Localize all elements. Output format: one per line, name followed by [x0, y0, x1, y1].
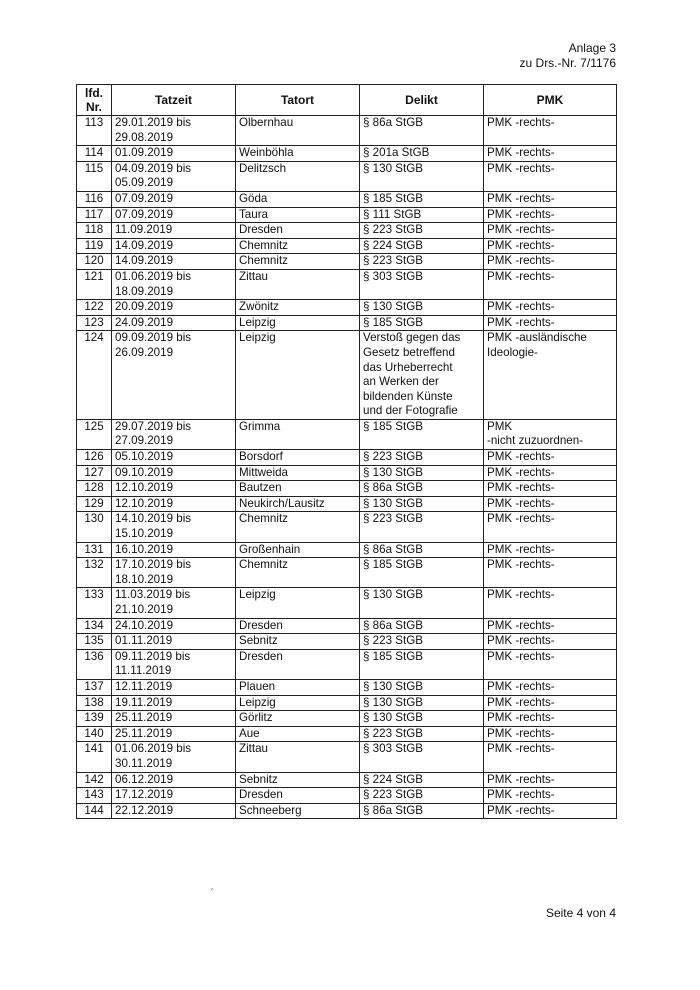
row-pmk: PMK -rechts-: [484, 772, 617, 788]
row-delikt: § 130 StGB: [360, 161, 484, 191]
row-tatzeit: 01.06.2019 bis 18.09.2019: [112, 269, 236, 299]
row-pmk: PMK -rechts-: [484, 742, 617, 772]
row-number: 113: [77, 116, 112, 146]
table-row: [77, 315, 617, 331]
row-delikt: § 130 StGB: [360, 679, 484, 695]
row-tatort: Sebnitz: [236, 634, 360, 650]
table-row: [77, 618, 617, 634]
row-pmk: PMK -rechts-: [484, 450, 617, 466]
row-tatzeit: 01.06.2019 bis 30.11.2019: [112, 742, 236, 772]
row-pmk: PMK -rechts-: [484, 223, 617, 239]
row-tatort: Großenhain: [236, 542, 360, 558]
row-pmk: PMK -rechts-: [484, 803, 617, 819]
table-row: [77, 254, 617, 270]
document-number: zu Drs.-Nr. 7/1176: [519, 56, 616, 70]
row-tatort: Aue: [236, 726, 360, 742]
table-row: [77, 634, 617, 650]
row-pmk: PMK -rechts-: [484, 300, 617, 316]
row-tatzeit: 12.10.2019: [112, 481, 236, 497]
row-delikt: § 303 StGB: [360, 269, 484, 299]
row-tatort: Leipzig: [236, 695, 360, 711]
row-pmk: PMK -rechts-: [484, 207, 617, 223]
row-tatzeit: 07.09.2019: [112, 207, 236, 223]
table-row: [77, 588, 617, 618]
row-pmk: PMK -rechts-: [484, 512, 617, 542]
row-tatzeit: 01.11.2019: [112, 634, 236, 650]
row-number: 124: [77, 331, 112, 420]
row-tatzeit: 19.11.2019: [112, 695, 236, 711]
row-number: 132: [77, 558, 112, 588]
row-delikt: § 223 StGB: [360, 254, 484, 270]
row-tatort: Dresden: [236, 788, 360, 804]
row-tatort: Schneeberg: [236, 803, 360, 819]
table-row: [77, 191, 617, 207]
row-number: 123: [77, 315, 112, 331]
row-pmk: PMK -nicht zuzuordnen-: [484, 419, 617, 449]
row-pmk: PMK -rechts-: [484, 161, 617, 191]
row-tatzeit: 14.10.2019 bis 15.10.2019: [112, 512, 236, 542]
col-header-nr: lfd. Nr.: [77, 85, 112, 116]
row-delikt: § 223 StGB: [360, 634, 484, 650]
row-tatzeit: 09.10.2019: [112, 465, 236, 481]
row-delikt: Verstoß gegen das Gesetz betreffend das Urheberrecht an Werken der bildenden Künste und der Fotografie: [360, 331, 484, 420]
row-pmk: PMK -rechts-: [484, 695, 617, 711]
row-delikt: § 86a StGB: [360, 542, 484, 558]
row-tatort: Grimma: [236, 419, 360, 449]
row-pmk: PMK -rechts-: [484, 726, 617, 742]
row-delikt: § 86a StGB: [360, 481, 484, 497]
row-tatort: Chemnitz: [236, 238, 360, 254]
row-number: 131: [77, 542, 112, 558]
row-pmk: PMK -rechts-: [484, 254, 617, 270]
table-row: [77, 695, 617, 711]
row-number: 118: [77, 223, 112, 239]
row-tatort: Neukirch/Lausitz: [236, 496, 360, 512]
row-delikt: § 223 StGB: [360, 223, 484, 239]
row-tatort: Leipzig: [236, 315, 360, 331]
row-pmk: PMK -rechts-: [484, 711, 617, 727]
row-tatort: Delitzsch: [236, 161, 360, 191]
row-delikt: § 130 StGB: [360, 496, 484, 512]
page-number: Seite 4 von 4: [545, 906, 616, 920]
row-number: 119: [77, 238, 112, 254]
row-pmk: PMK -rechts-: [484, 238, 617, 254]
table-row: [77, 450, 617, 466]
row-number: 135: [77, 634, 112, 650]
table-row: [77, 207, 617, 223]
row-tatzeit: 07.09.2019: [112, 191, 236, 207]
row-pmk: PMK -rechts-: [484, 649, 617, 679]
row-tatort: Dresden: [236, 223, 360, 239]
row-number: 128: [77, 481, 112, 497]
table-row: [77, 481, 617, 497]
row-tatzeit: 24.09.2019: [112, 315, 236, 331]
row-number: 127: [77, 465, 112, 481]
row-tatzeit: 14.09.2019: [112, 254, 236, 270]
row-number: 130: [77, 512, 112, 542]
incident-table: [76, 84, 617, 819]
row-tatzeit: 20.09.2019: [112, 300, 236, 316]
row-tatort: Borsdorf: [236, 450, 360, 466]
row-delikt: § 185 StGB: [360, 649, 484, 679]
row-number: 129: [77, 496, 112, 512]
row-delikt: § 223 StGB: [360, 788, 484, 804]
row-pmk: PMK -rechts-: [484, 634, 617, 650]
row-tatzeit: 25.11.2019: [112, 726, 236, 742]
row-tatort: Chemnitz: [236, 254, 360, 270]
row-tatzeit: 04.09.2019 bis 05.09.2019: [112, 161, 236, 191]
row-tatort: Zittau: [236, 742, 360, 772]
row-delikt: § 185 StGB: [360, 191, 484, 207]
row-pmk: PMK -rechts-: [484, 788, 617, 804]
row-delikt: § 130 StGB: [360, 695, 484, 711]
row-tatzeit: 01.09.2019: [112, 146, 236, 162]
row-pmk: PMK -rechts-: [484, 315, 617, 331]
row-tatzeit: 09.11.2019 bis 11.11.2019: [112, 649, 236, 679]
row-number: 140: [77, 726, 112, 742]
col-header-tatort: Tatort: [236, 85, 360, 116]
table-row: [77, 419, 617, 449]
row-number: 125: [77, 419, 112, 449]
row-tatzeit: 17.12.2019: [112, 788, 236, 804]
row-tatort: Leipzig: [236, 331, 360, 420]
table-row: [77, 331, 617, 420]
row-delikt: § 130 StGB: [360, 300, 484, 316]
row-tatort: Bautzen: [236, 481, 360, 497]
row-tatort: Sebnitz: [236, 772, 360, 788]
row-delikt: § 86a StGB: [360, 116, 484, 146]
header-row: [77, 85, 617, 116]
row-tatort: Zittau: [236, 269, 360, 299]
row-number: 117: [77, 207, 112, 223]
table-row: [77, 711, 617, 727]
row-delikt: § 111 StGB: [360, 207, 484, 223]
row-tatzeit: 25.11.2019: [112, 711, 236, 727]
table-row: [77, 679, 617, 695]
row-number: 133: [77, 588, 112, 618]
row-number: 116: [77, 191, 112, 207]
row-tatort: Göda: [236, 191, 360, 207]
row-delikt: § 130 StGB: [360, 465, 484, 481]
row-tatort: Görlitz: [236, 711, 360, 727]
row-pmk: PMK -rechts-: [484, 465, 617, 481]
table-row: [77, 772, 617, 788]
row-number: 139: [77, 711, 112, 727]
row-pmk: PMK -rechts-: [484, 588, 617, 618]
row-tatort: Leipzig: [236, 588, 360, 618]
col-header-tatzeit: Tatzeit: [112, 85, 236, 116]
row-pmk: PMK -rechts-: [484, 269, 617, 299]
row-tatort: Olbernhau: [236, 116, 360, 146]
row-delikt: § 223 StGB: [360, 726, 484, 742]
row-tatort: Zwönitz: [236, 300, 360, 316]
row-pmk: PMK -rechts-: [484, 542, 617, 558]
row-tatzeit: 24.10.2019: [112, 618, 236, 634]
row-number: 137: [77, 679, 112, 695]
table-row: [77, 558, 617, 588]
table-row: [77, 742, 617, 772]
row-tatort: Plauen: [236, 679, 360, 695]
row-delikt: § 185 StGB: [360, 419, 484, 449]
row-tatzeit: 22.12.2019: [112, 803, 236, 819]
table-row: [77, 161, 617, 191]
row-number: 142: [77, 772, 112, 788]
row-delikt: § 224 StGB: [360, 238, 484, 254]
row-tatort: Taura: [236, 207, 360, 223]
row-pmk: PMK -rechts-: [484, 496, 617, 512]
row-tatzeit: 06.12.2019: [112, 772, 236, 788]
row-tatzeit: 29.01.2019 bis 29.08.2019: [112, 116, 236, 146]
col-header-pmk: PMK: [484, 85, 617, 116]
row-tatort: Weinböhla: [236, 146, 360, 162]
table-row: [77, 465, 617, 481]
table-row: [77, 803, 617, 819]
table-row: [77, 788, 617, 804]
table-body: [77, 116, 617, 819]
row-number: 143: [77, 788, 112, 804]
row-delikt: § 303 StGB: [360, 742, 484, 772]
row-tatzeit: 12.11.2019: [112, 679, 236, 695]
row-pmk: PMK -rechts-: [484, 679, 617, 695]
row-tatzeit: 14.09.2019: [112, 238, 236, 254]
table-row: [77, 496, 617, 512]
row-delikt: § 130 StGB: [360, 588, 484, 618]
table-row: [77, 300, 617, 316]
row-tatzeit: 16.10.2019: [112, 542, 236, 558]
table-row: [77, 269, 617, 299]
row-tatzeit: 05.10.2019: [112, 450, 236, 466]
row-pmk: PMK -rechts-: [484, 558, 617, 588]
row-number: 114: [77, 146, 112, 162]
row-tatzeit: 29.07.2019 bis 27.09.2019: [112, 419, 236, 449]
row-number: 144: [77, 803, 112, 819]
table-row: [77, 238, 617, 254]
row-delikt: § 185 StGB: [360, 315, 484, 331]
scan-mark: ˏ: [210, 880, 214, 891]
row-tatort: Dresden: [236, 649, 360, 679]
row-number: 134: [77, 618, 112, 634]
table-row: [77, 116, 617, 146]
row-delikt: § 201a StGB: [360, 146, 484, 162]
row-tatzeit: 17.10.2019 bis 18.10.2019: [112, 558, 236, 588]
row-delikt: § 86a StGB: [360, 803, 484, 819]
table-header: [77, 85, 617, 116]
row-number: 141: [77, 742, 112, 772]
table-row: [77, 223, 617, 239]
table-row: [77, 542, 617, 558]
row-delikt: § 223 StGB: [360, 512, 484, 542]
row-number: 136: [77, 649, 112, 679]
col-header-delikt: Delikt: [360, 85, 484, 116]
row-pmk: PMK -ausländische Ideologie-: [484, 331, 617, 420]
row-pmk: PMK -rechts-: [484, 191, 617, 207]
table-row: [77, 649, 617, 679]
row-number: 120: [77, 254, 112, 270]
table-row: [77, 726, 617, 742]
row-number: 122: [77, 300, 112, 316]
row-delikt: § 130 StGB: [360, 711, 484, 727]
row-tatort: Chemnitz: [236, 558, 360, 588]
row-delikt: § 224 StGB: [360, 772, 484, 788]
row-delikt: § 86a StGB: [360, 618, 484, 634]
table-row: [77, 512, 617, 542]
row-tatzeit: 11.09.2019: [112, 223, 236, 239]
row-tatzeit: 11.03.2019 bis 21.10.2019: [112, 588, 236, 618]
row-tatzeit: 09.09.2019 bis 26.09.2019: [112, 331, 236, 420]
row-delikt: § 223 StGB: [360, 450, 484, 466]
row-pmk: PMK -rechts-: [484, 618, 617, 634]
row-number: 121: [77, 269, 112, 299]
row-pmk: PMK -rechts-: [484, 116, 617, 146]
annex-label: Anlage 3: [568, 41, 616, 55]
row-tatort: Chemnitz: [236, 512, 360, 542]
row-number: 138: [77, 695, 112, 711]
row-pmk: PMK -rechts-: [484, 146, 617, 162]
row-delikt: § 185 StGB: [360, 558, 484, 588]
row-tatort: Dresden: [236, 618, 360, 634]
row-number: 115: [77, 161, 112, 191]
table-row: [77, 146, 617, 162]
row-number: 126: [77, 450, 112, 466]
row-tatzeit: 12.10.2019: [112, 496, 236, 512]
row-pmk: PMK -rechts-: [484, 481, 617, 497]
row-tatort: Mittweida: [236, 465, 360, 481]
